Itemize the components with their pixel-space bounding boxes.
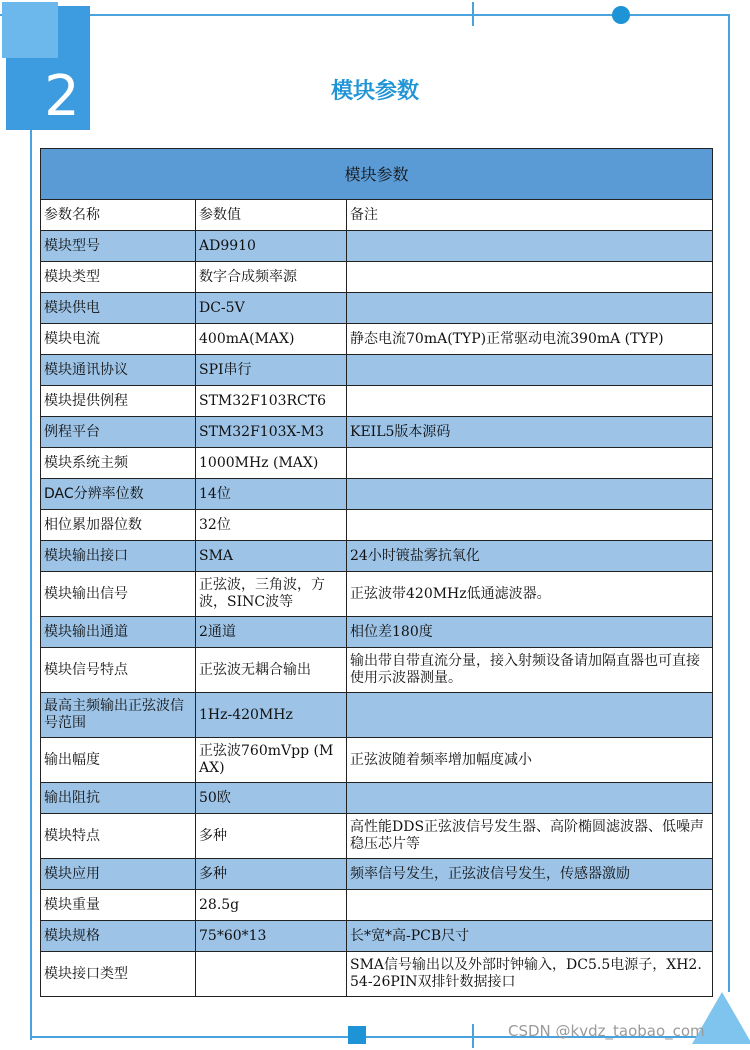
cell-note <box>347 355 713 386</box>
frame-left-line <box>30 120 32 1040</box>
cell-value: 50欧 <box>196 783 347 814</box>
cell-note <box>347 293 713 324</box>
cell-note: KEIL5版本源码 <box>347 417 713 448</box>
frame-top-tick <box>472 2 474 26</box>
cell-note: 高性能DDS正弦波信号发生器、高阶椭圆滤波器、低噪声稳压芯片等 <box>347 814 713 859</box>
cell-note <box>347 783 713 814</box>
cell-value: SMA <box>196 541 347 572</box>
cell-value: 正弦波无耦合输出 <box>196 648 347 693</box>
cell-value: 正弦波760mVpp (MAX) <box>196 738 347 783</box>
table-title-row <box>41 149 713 200</box>
table-row <box>41 783 713 814</box>
cell-value: 32位 <box>196 510 347 541</box>
column-header: 参数名称 <box>41 200 196 231</box>
cell-value: 2通道 <box>196 617 347 648</box>
cell-note <box>347 479 713 510</box>
cell-note: 正弦波随着频率增加幅度减小 <box>347 738 713 783</box>
cell-name: 最高主频输出正弦波信号范围 <box>41 693 196 738</box>
table-row <box>41 293 713 324</box>
table-row <box>41 693 713 738</box>
cell-value: 28.5g <box>196 890 347 921</box>
cell-name: DAC分辨率位数 <box>41 479 196 510</box>
column-header: 参数值 <box>196 200 347 231</box>
table-row <box>41 417 713 448</box>
cell-note: 正弦波带420MHz低通滤波器。 <box>347 572 713 617</box>
table-row <box>41 890 713 921</box>
cell-note: 相位差180度 <box>347 617 713 648</box>
table-header-row <box>41 200 713 231</box>
table-row <box>41 738 713 783</box>
cell-name: 输出阻抗 <box>41 783 196 814</box>
cell-note <box>347 231 713 262</box>
cell-name: 输出幅度 <box>41 738 196 783</box>
table-row <box>41 386 713 417</box>
column-header: 备注 <box>347 200 713 231</box>
cell-value: SPI串行 <box>196 355 347 386</box>
cell-note: 输出带自带直流分量，接入射频设备请加隔直器也可直接使用示波器测量。 <box>347 648 713 693</box>
frame-top-right-line <box>474 14 728 16</box>
cell-note: 频率信号发生，正弦波信号发生，传感器激励 <box>347 859 713 890</box>
cell-name: 模块类型 <box>41 262 196 293</box>
table-row <box>41 262 713 293</box>
cell-name: 模块应用 <box>41 859 196 890</box>
cell-name: 模块信号特点 <box>41 648 196 693</box>
cell-value: 正弦波，三角波，方波，SINC波等 <box>196 572 347 617</box>
table-row <box>41 510 713 541</box>
cell-note <box>347 448 713 479</box>
cell-name: 模块输出接口 <box>41 541 196 572</box>
corner-accent-square <box>2 2 58 58</box>
cell-value: STM32F103X-M3 <box>196 417 347 448</box>
cell-value: 14位 <box>196 479 347 510</box>
cell-name: 模块接口类型 <box>41 952 196 997</box>
cell-name: 模块特点 <box>41 814 196 859</box>
cell-name: 模块提供例程 <box>41 386 196 417</box>
section-number: 2 <box>44 64 80 129</box>
cell-name: 模块系统主频 <box>41 448 196 479</box>
cell-name: 模块型号 <box>41 231 196 262</box>
cell-name: 模块电流 <box>41 324 196 355</box>
table-row <box>41 572 713 617</box>
table-row <box>41 541 713 572</box>
cell-note <box>347 386 713 417</box>
cell-note: SMA信号输出以及外部时钟输入，DC5.5电源子，XH2.54-26PIN双排针数据接口 <box>347 952 713 997</box>
cell-value: 多种 <box>196 859 347 890</box>
decorative-dot <box>612 6 630 24</box>
table-row <box>41 479 713 510</box>
cell-note <box>347 890 713 921</box>
cell-name: 相位累加器位数 <box>41 510 196 541</box>
cell-name: 模块供电 <box>41 293 196 324</box>
cell-name: 模块输出通道 <box>41 617 196 648</box>
cell-note <box>347 510 713 541</box>
cell-note: 静态电流70mA(TYP)正常驱动电流390mA (TYP) <box>347 324 713 355</box>
cell-value: AD9910 <box>196 231 347 262</box>
cell-note: 24小时镀盐雾抗氧化 <box>347 541 713 572</box>
cell-value: 400mA(MAX) <box>196 324 347 355</box>
table-row <box>41 952 713 997</box>
table-row <box>41 324 713 355</box>
watermark: CSDN @kvdz_taobao_com <box>508 1022 705 1040</box>
table-row <box>41 921 713 952</box>
frame-bottom-tick <box>472 1024 474 1048</box>
table-row <box>41 814 713 859</box>
cell-value <box>196 952 347 997</box>
cell-name: 例程平台 <box>41 417 196 448</box>
cell-note: 长*宽*高-PCB尺寸 <box>347 921 713 952</box>
table-row <box>41 648 713 693</box>
table-row <box>41 231 713 262</box>
table-row <box>41 617 713 648</box>
page-heading: 模块参数 <box>330 79 419 104</box>
table-row <box>41 448 713 479</box>
table-row <box>41 355 713 386</box>
cell-value: 75*60*13 <box>196 921 347 952</box>
cell-name: 模块输出信号 <box>41 572 196 617</box>
table-title: 模块参数 <box>41 149 713 200</box>
table-row <box>41 859 713 890</box>
frame-right-line <box>728 14 730 992</box>
cell-value: 1000MHz (MAX) <box>196 448 347 479</box>
cell-value: 数字合成频率源 <box>196 262 347 293</box>
cell-note <box>347 262 713 293</box>
cell-name: 模块规格 <box>41 921 196 952</box>
cell-note <box>347 693 713 738</box>
cell-name: 模块重量 <box>41 890 196 921</box>
cell-value: STM32F103RCT6 <box>196 386 347 417</box>
cell-value: 多种 <box>196 814 347 859</box>
cell-value: DC-5V <box>196 293 347 324</box>
parameters-table <box>40 148 713 997</box>
decorative-square <box>348 1026 366 1044</box>
cell-value: 1Hz-420MHz <box>196 693 347 738</box>
cell-name: 模块通讯协议 <box>41 355 196 386</box>
